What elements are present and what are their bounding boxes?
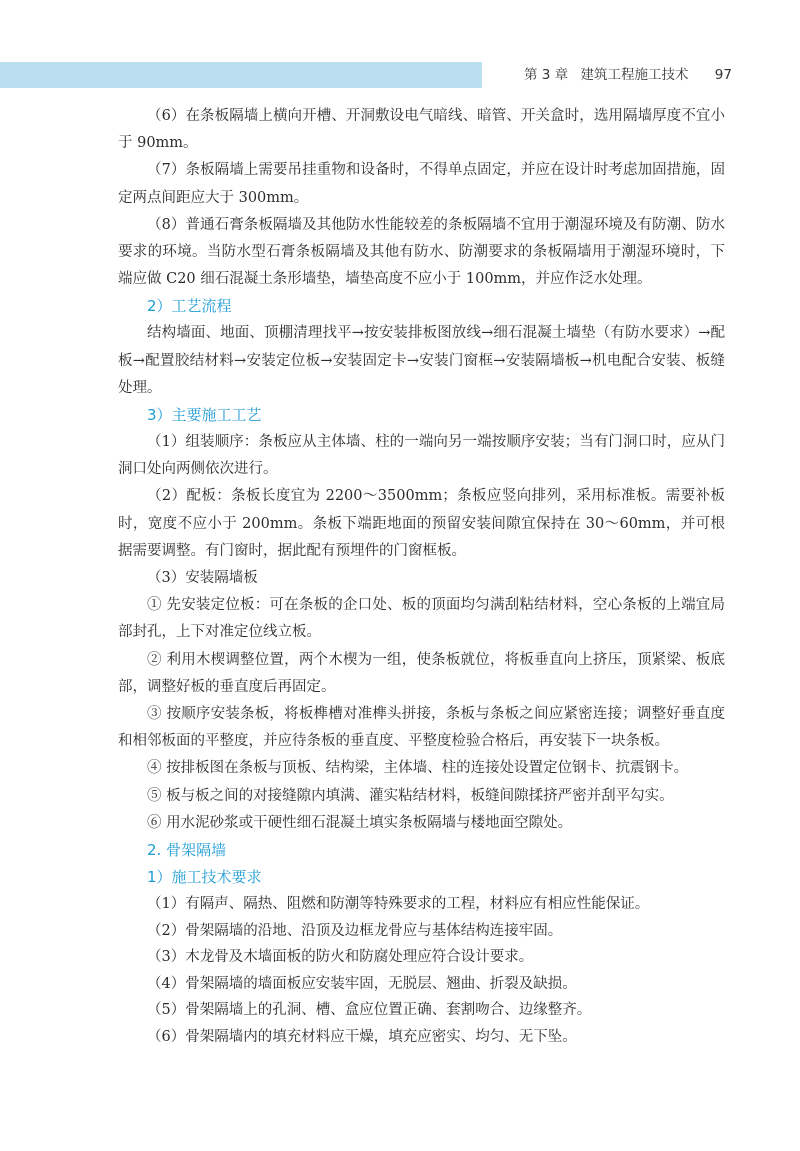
paragraph: （2）骨架隔墙的沿地、沿顶及边框龙骨应与基体结构连接牢固。 — [147, 922, 563, 939]
section-heading: 2）工艺流程 — [147, 297, 232, 316]
paragraph: （5）骨架隔墙上的孔洞、槽、盒应位置正确、套割吻合、边缘整齐。 — [147, 1002, 592, 1019]
chapter-title: 建筑工程施工技术 — [580, 67, 689, 83]
section-heading: 3）主要施工工艺 — [147, 406, 262, 425]
paragraph: ⑤ 板与板之间的对接缝隙内填满、灌实粘结材料，板缝间隙揉挤严密并刮平勾实。 — [147, 787, 674, 804]
paragraph: （3）木龙骨及木墙面板的防火和防腐处理应符合设计要求。 — [147, 949, 534, 966]
page-body — [118, 103, 725, 1050]
paragraph: （2）配板：条板长度宜为 2200～3500mm；条板应竖向排列，采用标准板。需要补板时，宽度不应小于 200mm。条板下端距地面的预留安装间隙宜保持在 30～60mm，并可根据需要调整。有门窗时，据此配有预埋件的门窗框板。 — [118, 488, 725, 559]
paragraph: ④ 按排板图在条板与顶板、结构梁，主体墙、柱的连接处设置定位钢卡、抗震钢卡。 — [147, 760, 689, 777]
paragraph: ⑥ 用水泥砂浆或干硬性细石混凝土填实条板隔墙与楼地面空隙处。 — [147, 814, 573, 831]
chapter-label: 第 3 章 — [524, 67, 569, 83]
paragraph: ① 先安装定位板：可在条板的企口处、板的顶面均匀满刮粘结材料，空心条板的上端宜局部封孔，上下对准定位线立板。 — [118, 597, 725, 641]
paragraph: （1）组装顺序：条板应从主体墙、柱的一端向另一端按顺序安装；当有门洞口时，应从门洞口处向两侧依次进行。 — [118, 434, 725, 478]
paragraph: （6）骨架隔墙内的填充材料应干燥，填充应密实、均匀、无下坠。 — [147, 1028, 577, 1045]
paragraph: ② 利用木楔调整位置，两个木楔为一组，使条板就位，将板垂直向上挤压，顶紧梁、板底部，调整好板的垂直度后再固定。 — [118, 651, 725, 695]
page-number: 97 — [714, 67, 732, 83]
paragraph: 结构墙面、地面、顶棚清理找平→按安装排板图放线→细石混凝土墙垫（有防水要求）→配板→配置胶结材料→安装定位板→安装固定卡→安装门窗框→安装隔墙板→机电配合安装、板缝处理。 — [118, 325, 725, 396]
section-heading: 2. 骨架隔墙 — [147, 841, 227, 860]
paragraph: （6）在条板隔墙上横向开槽、开洞敷设电气暗线、暗管、开关盒时，选用隔墙厚度不宜小于 90mm。 — [118, 108, 725, 152]
header-color-bar — [0, 62, 482, 88]
paragraph: ③ 按顺序安装条板，将板榫槽对准榫头拼接，条板与条板之间应紧密连接；调整好垂直度和相邻板面的平整度，并应待条板的垂直度、平整度检验合格后，再安装下一块条板。 — [118, 706, 725, 750]
running-header — [524, 62, 732, 88]
paragraph: （3）安装隔墙板 — [147, 570, 258, 587]
paragraph: （1）有隔声、隔热、阻燃和防潮等特殊要求的工程，材料应有相应性能保证。 — [147, 896, 650, 913]
subsection-heading: 1）施工技术要求 — [147, 868, 262, 887]
paragraph: （7）条板隔墙上需要吊挂重物和设备时，不得单点固定，并应在设计时考虑加固措施，固定两点间距应大于 300mm。 — [118, 162, 725, 206]
paragraph: （8）普通石膏条板隔墙及其他防水性能较差的条板隔墙不宜用于潮湿环境及有防潮、防水要求的环境。当防水型石膏条板隔墙及其他有防水、防潮要求的条板隔墙用于潮湿环境时，下端应做 C20 细石混凝土条形墙垫，墙垫高度不应小于 100mm，并应作泛水处理。 — [118, 216, 725, 288]
paragraph: （4）骨架隔墙的墙面板应安装牢固，无脱层、翘曲、折裂及缺损。 — [147, 975, 577, 992]
